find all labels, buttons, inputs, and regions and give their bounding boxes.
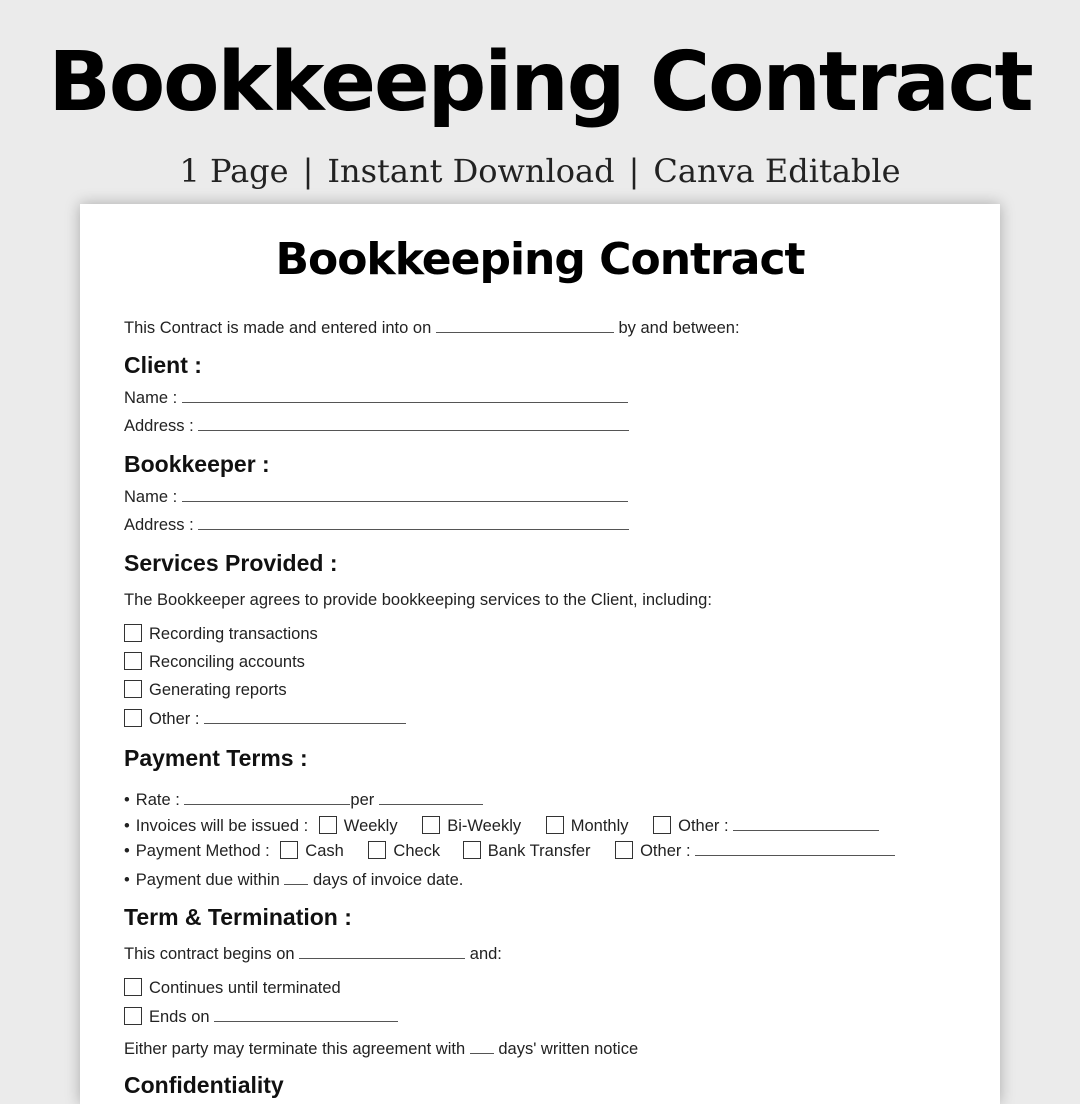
client-name-row bbox=[124, 386, 628, 409]
notice-days-field[interactable] bbox=[470, 1037, 494, 1054]
confidentiality-heading: Confidentiality bbox=[124, 1072, 284, 1098]
term-heading: Term & Termination : bbox=[124, 904, 352, 930]
due-row bbox=[124, 868, 463, 891]
service-option bbox=[124, 707, 406, 730]
rate-period-field[interactable] bbox=[379, 788, 483, 805]
term-begins-row bbox=[124, 942, 502, 965]
service-option bbox=[124, 623, 318, 645]
term-begin-date-field[interactable] bbox=[299, 942, 465, 959]
term-begins-label: This contract begins on bbox=[124, 945, 295, 963]
method-other-field[interactable] bbox=[695, 839, 895, 856]
invoice-option: Monthly bbox=[570, 817, 629, 835]
banner-subtitle bbox=[0, 148, 1080, 194]
bookkeeper-address-row bbox=[124, 513, 629, 536]
notice-label-end: days' written notice bbox=[498, 1040, 639, 1058]
method-row bbox=[124, 839, 895, 862]
rate-label: Rate : bbox=[135, 791, 180, 809]
bullet: • bbox=[124, 871, 130, 889]
contract-date-field[interactable] bbox=[436, 316, 614, 333]
checkbox[interactable] bbox=[653, 816, 671, 834]
invoices-label: Invoices will be issued : bbox=[135, 817, 309, 835]
services-intro: The Bookkeeper agrees to provide bookkeeping services to the Client, including: bbox=[124, 591, 712, 609]
due-label-end: days of invoice date. bbox=[312, 871, 464, 889]
service-option-label: Recording transactions bbox=[149, 625, 318, 643]
bookkeeper-heading: Bookkeeper : bbox=[124, 451, 270, 477]
invoices-row bbox=[124, 814, 879, 837]
document-title: Bookkeeping Contract bbox=[275, 234, 805, 285]
checkbox[interactable] bbox=[422, 816, 440, 834]
bullet: • bbox=[124, 791, 130, 809]
per-label: per bbox=[350, 791, 375, 809]
rate-field[interactable] bbox=[184, 788, 350, 805]
notice-row bbox=[124, 1037, 638, 1060]
checkbox[interactable] bbox=[124, 652, 142, 670]
method-label: Payment Method : bbox=[135, 842, 270, 860]
checkbox[interactable] bbox=[546, 816, 564, 834]
service-option-label: Other : bbox=[149, 710, 200, 728]
subtitle-download: Instant Download bbox=[327, 152, 615, 190]
subtitle-separator: | bbox=[302, 152, 314, 190]
checkbox[interactable] bbox=[124, 978, 142, 996]
invoice-option: Weekly bbox=[343, 817, 398, 835]
subtitle-separator: | bbox=[628, 152, 640, 190]
checkbox[interactable] bbox=[280, 841, 298, 859]
service-option bbox=[124, 679, 287, 701]
term-option-label: Ends on bbox=[149, 1008, 210, 1026]
term-option bbox=[124, 1005, 398, 1028]
subtitle-editable: Canva Editable bbox=[653, 152, 901, 190]
term-option-label: Continues until terminated bbox=[149, 979, 341, 997]
bookkeeper-name-row bbox=[124, 485, 628, 508]
intro-text: This Contract is made and entered into on bbox=[124, 319, 432, 337]
banner-title: Bookkeeping Contract bbox=[48, 35, 1032, 130]
checkbox[interactable] bbox=[124, 1007, 142, 1025]
due-label: Payment due within bbox=[135, 871, 280, 889]
bookkeeper-name-label: Name : bbox=[124, 488, 178, 506]
method-option: Bank Transfer bbox=[487, 842, 591, 860]
service-option-label: Reconciling accounts bbox=[149, 653, 305, 671]
bookkeeper-name-field[interactable] bbox=[182, 485, 628, 502]
subtitle-pages: 1 Page bbox=[179, 152, 289, 190]
bookkeeper-address-label: Address : bbox=[124, 516, 194, 534]
invoice-option: Bi-Weekly bbox=[447, 817, 522, 835]
bullet: • bbox=[124, 817, 130, 835]
client-address-row bbox=[124, 414, 629, 437]
checkbox[interactable] bbox=[463, 841, 481, 859]
checkbox[interactable] bbox=[615, 841, 633, 859]
term-end-date-field[interactable] bbox=[214, 1005, 398, 1022]
invoice-other-field[interactable] bbox=[733, 814, 879, 831]
bullet: • bbox=[124, 842, 130, 860]
method-option: Check bbox=[393, 842, 441, 860]
method-option: Other : bbox=[640, 842, 691, 860]
client-address-label: Address : bbox=[124, 417, 194, 435]
client-name-label: Name : bbox=[124, 389, 178, 407]
rate-row bbox=[124, 788, 483, 811]
services-heading: Services Provided : bbox=[124, 550, 338, 576]
intro-text-end: by and between: bbox=[618, 319, 740, 337]
method-option: Cash bbox=[305, 842, 344, 860]
checkbox[interactable] bbox=[124, 680, 142, 698]
document-page bbox=[80, 204, 1000, 1104]
client-address-field[interactable] bbox=[198, 414, 629, 431]
service-option bbox=[124, 651, 305, 673]
checkbox[interactable] bbox=[319, 816, 337, 834]
service-option-label: Generating reports bbox=[149, 681, 287, 699]
client-heading: Client : bbox=[124, 352, 202, 378]
notice-label: Either party may terminate this agreement with bbox=[124, 1040, 466, 1058]
intro-line bbox=[124, 316, 740, 339]
service-other-field[interactable] bbox=[204, 707, 406, 724]
client-name-field[interactable] bbox=[182, 386, 628, 403]
checkbox[interactable] bbox=[124, 624, 142, 642]
checkbox[interactable] bbox=[368, 841, 386, 859]
invoice-option: Other : bbox=[678, 817, 729, 835]
term-begins-end: and: bbox=[469, 945, 502, 963]
bookkeeper-address-field[interactable] bbox=[198, 513, 629, 530]
term-option bbox=[124, 977, 341, 999]
payment-heading: Payment Terms : bbox=[124, 745, 308, 771]
checkbox[interactable] bbox=[124, 709, 142, 727]
due-days-field[interactable] bbox=[284, 868, 308, 885]
